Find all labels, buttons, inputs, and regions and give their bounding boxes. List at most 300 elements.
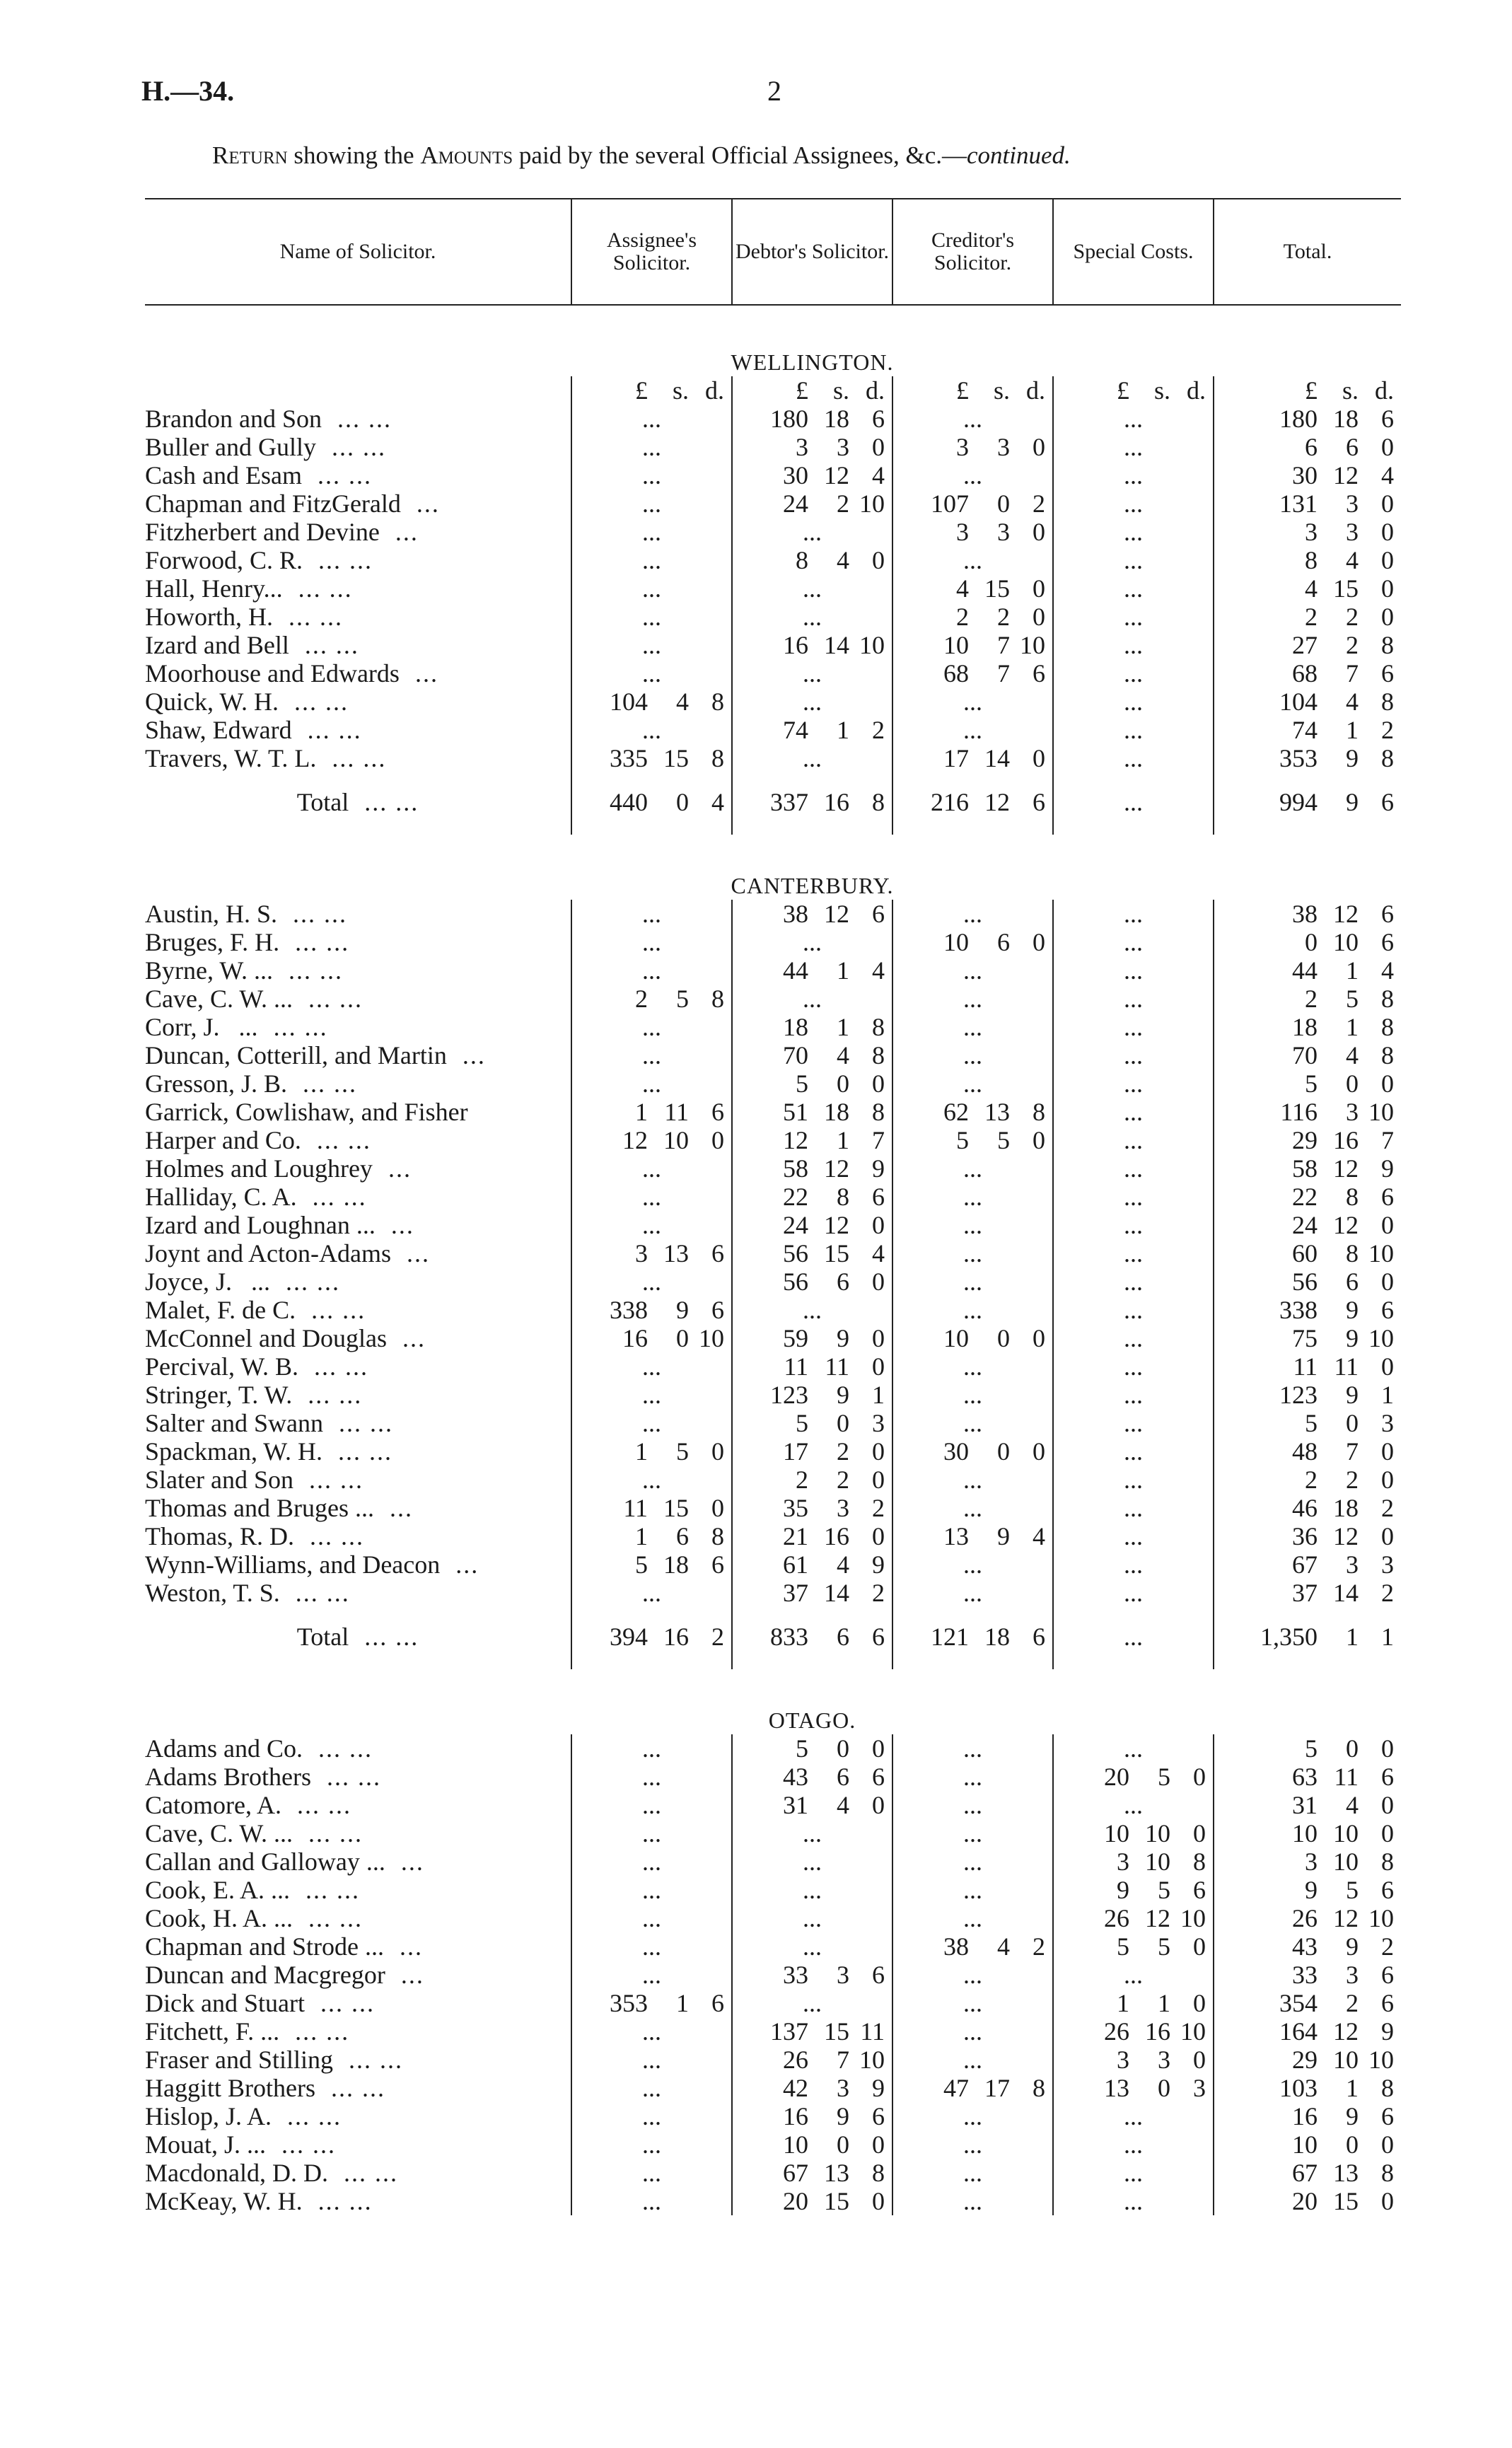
debtor-amount-value xyxy=(733,603,892,631)
pounds: 26 xyxy=(783,2046,808,2074)
leader-dots: ... ... xyxy=(281,1791,351,1819)
pence: 0 xyxy=(711,1494,724,1522)
solicitor-name-text: Total xyxy=(296,1623,349,1651)
column-header-creditor: Creditor's Solicitor. xyxy=(892,199,1053,305)
pence: 0 xyxy=(1381,546,1394,574)
creditor-amount xyxy=(892,1819,1053,1847)
pence: 6 xyxy=(1381,900,1394,928)
shilling-sign: s. xyxy=(672,376,689,405)
pence: 8 xyxy=(1033,1098,1045,1126)
empty-amount: ... xyxy=(642,1904,661,1932)
shillings: 13 xyxy=(1333,2159,1359,2187)
total-amount xyxy=(1214,1267,1401,1296)
table-row xyxy=(145,1847,1401,1876)
creditor-amount xyxy=(892,2102,1053,2130)
solicitor-name-text: Chapman and FitzGerald xyxy=(145,489,401,518)
leader-dots: ... xyxy=(386,1324,426,1352)
pounds: 30 xyxy=(1292,461,1318,489)
empty-amount: ... xyxy=(642,1932,661,1961)
pence: 0 xyxy=(1033,518,1045,546)
total-amount-value xyxy=(1214,574,1401,603)
empty-amount: ... xyxy=(963,1734,982,1763)
assignee-amount-value xyxy=(572,631,731,659)
creditor-amount xyxy=(892,1791,1053,1819)
total-amount xyxy=(1214,1579,1401,1607)
creditor-total-value xyxy=(893,788,1052,816)
pounds: 31 xyxy=(783,1791,808,1819)
pounds: 164 xyxy=(1279,2017,1318,2046)
leader-dots: ... ... xyxy=(322,1437,392,1466)
special-costs-amount-value xyxy=(1054,1296,1213,1324)
solicitor-name-text: Haggitt Brothers xyxy=(145,2074,315,2102)
special-costs-amount-value xyxy=(1054,1381,1213,1409)
solicitor-name xyxy=(145,2102,571,2130)
leader-dots: ... ... xyxy=(303,546,373,574)
table-row xyxy=(145,956,1401,985)
shillings: 7 xyxy=(997,631,1010,659)
assignee-amount-value xyxy=(572,1550,731,1579)
debtor-amount-value xyxy=(733,1847,892,1876)
shillings: 15 xyxy=(663,1494,689,1522)
special-costs-amount-value xyxy=(1054,1847,1213,1876)
pence: 0 xyxy=(872,433,885,461)
creditor-total xyxy=(892,772,1053,835)
pounds: 10 xyxy=(943,1324,969,1352)
creditor-amount-value xyxy=(893,1069,1052,1098)
assignee-amount xyxy=(571,1932,732,1961)
assignee-amount xyxy=(571,1466,732,1494)
special-costs-amount-value xyxy=(1054,1437,1213,1466)
debtor-amount xyxy=(732,1437,892,1466)
assignee-amount xyxy=(571,1154,732,1183)
pounds: 440 xyxy=(610,788,648,816)
assignee-amount-value xyxy=(572,1041,731,1069)
creditor-amount-value xyxy=(893,1126,1052,1154)
empty-amount: ... xyxy=(642,2130,661,2159)
empty-amount: ... xyxy=(803,1876,822,1904)
pounds: 10 xyxy=(943,928,969,956)
special-costs-amount xyxy=(1053,2074,1214,2102)
total-amount-value xyxy=(1214,1352,1401,1381)
total-amount-value xyxy=(1214,1381,1401,1409)
shillings: 18 xyxy=(663,1550,689,1579)
empty-amount: ... xyxy=(642,574,661,603)
shillings: 10 xyxy=(1145,1819,1170,1847)
assignee-amount-value xyxy=(572,956,731,985)
empty-amount: ... xyxy=(642,1267,661,1296)
pounds: 180 xyxy=(1279,405,1318,433)
debtor-amount-value xyxy=(733,744,892,772)
solicitor-name-text: Howorth, H. xyxy=(145,603,273,631)
assignee-amount xyxy=(571,631,732,659)
special-costs-amount-value xyxy=(1054,1041,1213,1069)
pence: 1 xyxy=(1381,1623,1394,1651)
debtor-amount xyxy=(732,1550,892,1579)
shillings: 4 xyxy=(1346,546,1359,574)
shillings: 13 xyxy=(984,1098,1010,1126)
region-spacer xyxy=(145,305,571,376)
solicitor-name xyxy=(145,1550,571,1579)
debtor-amount xyxy=(732,1876,892,1904)
pounds: 3 xyxy=(1305,1847,1318,1876)
leader-dots: ... ... xyxy=(296,1183,367,1211)
debtor-amount xyxy=(732,1494,892,1522)
table-row xyxy=(145,1352,1401,1381)
solicitor-name-text: McConnel and Douglas xyxy=(145,1324,387,1352)
special-costs-amount-value xyxy=(1054,1494,1213,1522)
pence: 0 xyxy=(1381,518,1394,546)
shillings: 1 xyxy=(1158,1989,1170,2017)
creditor-amount-value xyxy=(893,900,1052,928)
empty-amount: ... xyxy=(963,1961,982,1989)
total-amount-value xyxy=(1214,1763,1401,1791)
empty-amount: ... xyxy=(1124,1437,1143,1466)
debtor-amount-value xyxy=(733,405,892,433)
total-amount xyxy=(1214,433,1401,461)
pounds: 5 xyxy=(1117,1932,1129,1961)
units-cell xyxy=(732,376,892,405)
shillings: 4 xyxy=(837,1550,849,1579)
total-amount-value xyxy=(1214,744,1401,772)
creditor-amount-value xyxy=(893,1550,1052,1579)
total-amount xyxy=(1214,603,1401,631)
shillings: 5 xyxy=(997,1126,1010,1154)
total-amount xyxy=(1214,2017,1401,2046)
special-costs-amount xyxy=(1053,985,1214,1013)
debtor-amount xyxy=(732,1734,892,1763)
assignee-total xyxy=(571,772,732,835)
shillings: 12 xyxy=(1333,1522,1359,1550)
pounds: 33 xyxy=(1292,1961,1318,1989)
creditor-amount-value xyxy=(893,1211,1052,1239)
debtor-amount xyxy=(732,489,892,518)
assignee-amount-value xyxy=(572,2046,731,2074)
debtor-amount-value xyxy=(733,1183,892,1211)
empty-amount: ... xyxy=(1124,1381,1143,1409)
pence: 2 xyxy=(711,1623,724,1651)
pence-sign: d. xyxy=(1187,376,1206,405)
total-amount xyxy=(1214,1183,1401,1211)
assignee-amount-value xyxy=(572,1239,731,1267)
total-amount xyxy=(1214,1409,1401,1437)
solicitor-name xyxy=(145,1494,571,1522)
special-costs-amount-value xyxy=(1054,1154,1213,1183)
assignee-amount xyxy=(571,1211,732,1239)
debtor-amount-value xyxy=(733,1352,892,1381)
total-amount xyxy=(1214,2187,1401,2215)
pounds: 2 xyxy=(956,603,969,631)
assignee-amount xyxy=(571,518,732,546)
shillings: 1 xyxy=(837,956,849,985)
special-costs-amount xyxy=(1053,1989,1214,2017)
assignee-amount-value xyxy=(572,2102,731,2130)
creditor-amount-value xyxy=(893,574,1052,603)
total-amount-value xyxy=(1214,2102,1401,2130)
empty-amount: ... xyxy=(1124,716,1143,744)
table-row xyxy=(145,1961,1401,1989)
creditor-amount xyxy=(892,631,1053,659)
pence: 0 xyxy=(1381,1211,1394,1239)
solicitor-name-text: Salter and Swann xyxy=(145,1409,323,1437)
empty-amount: ... xyxy=(1124,405,1143,433)
solicitor-name xyxy=(145,985,571,1013)
column-header-assignee: Assignee's Solicitor. xyxy=(571,199,732,305)
pence: 9 xyxy=(872,1154,885,1183)
debtor-total xyxy=(732,772,892,835)
pounds: 37 xyxy=(783,1579,808,1607)
assignee-amount xyxy=(571,574,732,603)
shillings: 0 xyxy=(1346,1069,1359,1098)
special-costs-total xyxy=(1053,1607,1214,1669)
special-costs-amount xyxy=(1053,2187,1214,2215)
pence: 4 xyxy=(711,788,724,816)
solicitor-name xyxy=(145,1239,571,1267)
assignee-amount-value xyxy=(572,659,731,688)
pounds: 1 xyxy=(1117,1989,1129,2017)
pounds: 56 xyxy=(783,1239,808,1267)
pounds: 37 xyxy=(1292,1579,1318,1607)
shillings: 12 xyxy=(824,900,849,928)
column-header-name: Name of Solicitor. xyxy=(145,199,571,305)
solicitor-name xyxy=(145,659,571,688)
solicitor-name xyxy=(145,518,571,546)
creditor-amount xyxy=(892,1211,1053,1239)
creditor-amount-value xyxy=(893,1932,1052,1961)
shillings: 7 xyxy=(837,2046,849,2074)
pence: 10 xyxy=(1368,1098,1394,1126)
empty-amount: ... xyxy=(963,1763,982,1791)
shilling-sign: s. xyxy=(832,376,849,405)
table-row xyxy=(145,1466,1401,1494)
shillings: 2 xyxy=(1346,1466,1359,1494)
creditor-amount xyxy=(892,603,1053,631)
pence: 2 xyxy=(872,1494,885,1522)
debtor-amount-value xyxy=(733,956,892,985)
empty-amount: ... xyxy=(963,1267,982,1296)
debtor-amount xyxy=(732,603,892,631)
empty-amount: ... xyxy=(1124,1494,1143,1522)
creditor-amount-value xyxy=(893,1013,1052,1041)
shillings: 4 xyxy=(676,688,689,716)
pounds: 38 xyxy=(1292,900,1318,928)
creditor-amount-value xyxy=(893,1041,1052,1069)
shillings: 13 xyxy=(663,1239,689,1267)
assignee-amount xyxy=(571,2102,732,2130)
shillings: 12 xyxy=(1333,1904,1359,1932)
shillings: 16 xyxy=(824,1522,849,1550)
pounds: 103 xyxy=(1279,2074,1318,2102)
total-amount-value xyxy=(1214,1734,1401,1763)
assignee-amount xyxy=(571,928,732,956)
leader-dots: ... ... xyxy=(291,716,362,744)
pence: 3 xyxy=(1381,1409,1394,1437)
shillings: 2 xyxy=(837,1437,849,1466)
creditor-amount-value xyxy=(893,1847,1052,1876)
debtor-amount-value xyxy=(733,1876,892,1904)
pence: 0 xyxy=(1381,2130,1394,2159)
total-amount-value xyxy=(1214,985,1401,1013)
debtor-amount xyxy=(732,1296,892,1324)
pence: 6 xyxy=(1381,405,1394,433)
creditor-amount xyxy=(892,1876,1053,1904)
special-costs-amount xyxy=(1053,405,1214,433)
creditor-amount-value xyxy=(893,1183,1052,1211)
assignee-amount xyxy=(571,1183,732,1211)
pence-sign: d. xyxy=(1375,376,1394,405)
total-amount-value xyxy=(1214,1013,1401,1041)
empty-amount: ... xyxy=(963,1013,982,1041)
empty-amount: ... xyxy=(642,1579,661,1607)
heading-return: Return xyxy=(212,141,288,169)
debtor-amount xyxy=(732,2017,892,2046)
table-row xyxy=(145,2074,1401,2102)
special-costs-amount-value xyxy=(1054,1819,1213,1847)
total-amount-value xyxy=(1214,1522,1401,1550)
special-costs-amount xyxy=(1053,1267,1214,1296)
pounds: 11 xyxy=(1293,1352,1318,1381)
solicitor-name xyxy=(145,2074,571,2102)
table-row xyxy=(145,2102,1401,2130)
creditor-amount xyxy=(892,1239,1053,1267)
units-spacer xyxy=(145,376,571,405)
empty-amount: ... xyxy=(1124,928,1143,956)
creditor-amount-value xyxy=(893,928,1052,956)
region-spacer xyxy=(1053,835,1214,900)
pounds: 1 xyxy=(635,1437,648,1466)
pounds: 10 xyxy=(783,2130,808,2159)
pounds: 42 xyxy=(783,2074,808,2102)
solicitor-name-text: Cave, C. W. ... xyxy=(145,1819,293,1847)
creditor-amount-value xyxy=(893,2074,1052,2102)
creditor-amount xyxy=(892,1989,1053,2017)
special-costs-amount xyxy=(1053,659,1214,688)
pounds: 1 xyxy=(635,1098,648,1126)
special-costs-amount-value xyxy=(1054,1013,1213,1041)
debtor-amount-value xyxy=(733,928,892,956)
pounds: 20 xyxy=(1292,2187,1318,2215)
solicitor-name xyxy=(145,1069,571,1098)
pounds: 4 xyxy=(956,574,969,603)
special-costs-amount-value xyxy=(1054,1267,1213,1296)
region-spacer xyxy=(145,1669,571,1734)
special-costs-amount-value xyxy=(1054,405,1213,433)
creditor-amount xyxy=(892,1522,1053,1550)
empty-amount: ... xyxy=(803,574,822,603)
solicitor-name-text: Fitzherbert and Devine xyxy=(145,518,380,546)
empty-amount: ... xyxy=(1124,1734,1143,1763)
debtor-amount-value xyxy=(733,1296,892,1324)
empty-amount: ... xyxy=(1124,900,1143,928)
special-costs-amount-value xyxy=(1054,603,1213,631)
debtor-amount xyxy=(732,1324,892,1352)
pence: 0 xyxy=(872,1352,885,1381)
empty-amount: ... xyxy=(963,1352,982,1381)
empty-amount: ... xyxy=(963,2046,982,2074)
assignee-amount xyxy=(571,1550,732,1579)
solicitor-name-text: Spackman, W. H. xyxy=(145,1437,322,1466)
solicitor-name-text: Adams Brothers xyxy=(145,1763,311,1791)
empty-amount: ... xyxy=(642,2102,661,2130)
solicitor-name-text: Weston, T. S. xyxy=(145,1579,280,1607)
table-row xyxy=(145,2017,1401,2046)
assignee-amount xyxy=(571,716,732,744)
pence: 0 xyxy=(1033,928,1045,956)
leader-dots: ... ... xyxy=(282,574,353,603)
shillings: 4 xyxy=(1346,688,1359,716)
solicitor-name-text: Forwood, C. R. xyxy=(145,546,303,574)
shillings: 15 xyxy=(984,574,1010,603)
empty-amount: ... xyxy=(642,659,661,688)
special-costs-amount-value xyxy=(1054,900,1213,928)
solicitor-name xyxy=(145,405,571,433)
debtor-amount xyxy=(732,1847,892,1876)
assignee-amount xyxy=(571,688,732,716)
assignee-amount-value xyxy=(572,518,731,546)
pence: 6 xyxy=(872,1763,885,1791)
empty-amount: ... xyxy=(963,1579,982,1607)
shillings: 1 xyxy=(837,1013,849,1041)
creditor-amount xyxy=(892,546,1053,574)
assignee-amount xyxy=(571,1381,732,1409)
special-costs-amount-value xyxy=(1054,1932,1213,1961)
special-costs-amount-value xyxy=(1054,2159,1213,2187)
table-row xyxy=(145,1041,1401,1069)
total-amount-value xyxy=(1214,2187,1401,2215)
leader-dots: ... ... xyxy=(272,2102,342,2130)
creditor-amount xyxy=(892,433,1053,461)
units-value xyxy=(893,376,1052,405)
shillings: 5 xyxy=(1158,1932,1170,1961)
empty-amount: ... xyxy=(642,631,661,659)
assignee-amount xyxy=(571,2074,732,2102)
special-costs-amount-value xyxy=(1054,1183,1213,1211)
pence: 8 xyxy=(711,688,724,716)
pence: 6 xyxy=(1381,788,1394,816)
solicitor-name-text: Shaw, Edward xyxy=(145,716,292,744)
assignee-amount xyxy=(571,2017,732,2046)
pounds: 1,350 xyxy=(1260,1623,1318,1651)
total-amount xyxy=(1214,1211,1401,1239)
region-spacer xyxy=(145,835,571,900)
empty-amount: ... xyxy=(1124,1267,1143,1296)
solicitor-name xyxy=(145,1211,571,1239)
pence: 0 xyxy=(1381,1437,1394,1466)
debtor-amount-value xyxy=(733,1041,892,1069)
solicitor-name-text: Stringer, T. W. xyxy=(145,1381,293,1409)
creditor-amount-value xyxy=(893,659,1052,688)
pounds: 5 xyxy=(1305,1734,1318,1763)
empty-amount: ... xyxy=(642,2074,661,2102)
shillings: 9 xyxy=(1346,788,1359,816)
pence: 8 xyxy=(872,1013,885,1041)
empty-amount: ... xyxy=(1124,659,1143,688)
pounds: 63 xyxy=(1292,1763,1318,1791)
debtor-amount xyxy=(732,1381,892,1409)
total-amount-value xyxy=(1214,1961,1401,1989)
region-spacer xyxy=(1214,835,1401,900)
total-amount xyxy=(1214,1437,1401,1466)
pounds: 67 xyxy=(1292,2159,1318,2187)
total-row xyxy=(145,772,1401,835)
assignee-amount-value xyxy=(572,461,731,489)
leader-dots: ... ... xyxy=(272,603,343,631)
creditor-amount-value xyxy=(893,2159,1052,2187)
leader-dots: ... ... xyxy=(290,1876,361,1904)
shillings: 5 xyxy=(1158,1763,1170,1791)
pounds: 24 xyxy=(783,489,808,518)
units-value xyxy=(572,376,731,405)
debtor-amount-value xyxy=(733,1466,892,1494)
